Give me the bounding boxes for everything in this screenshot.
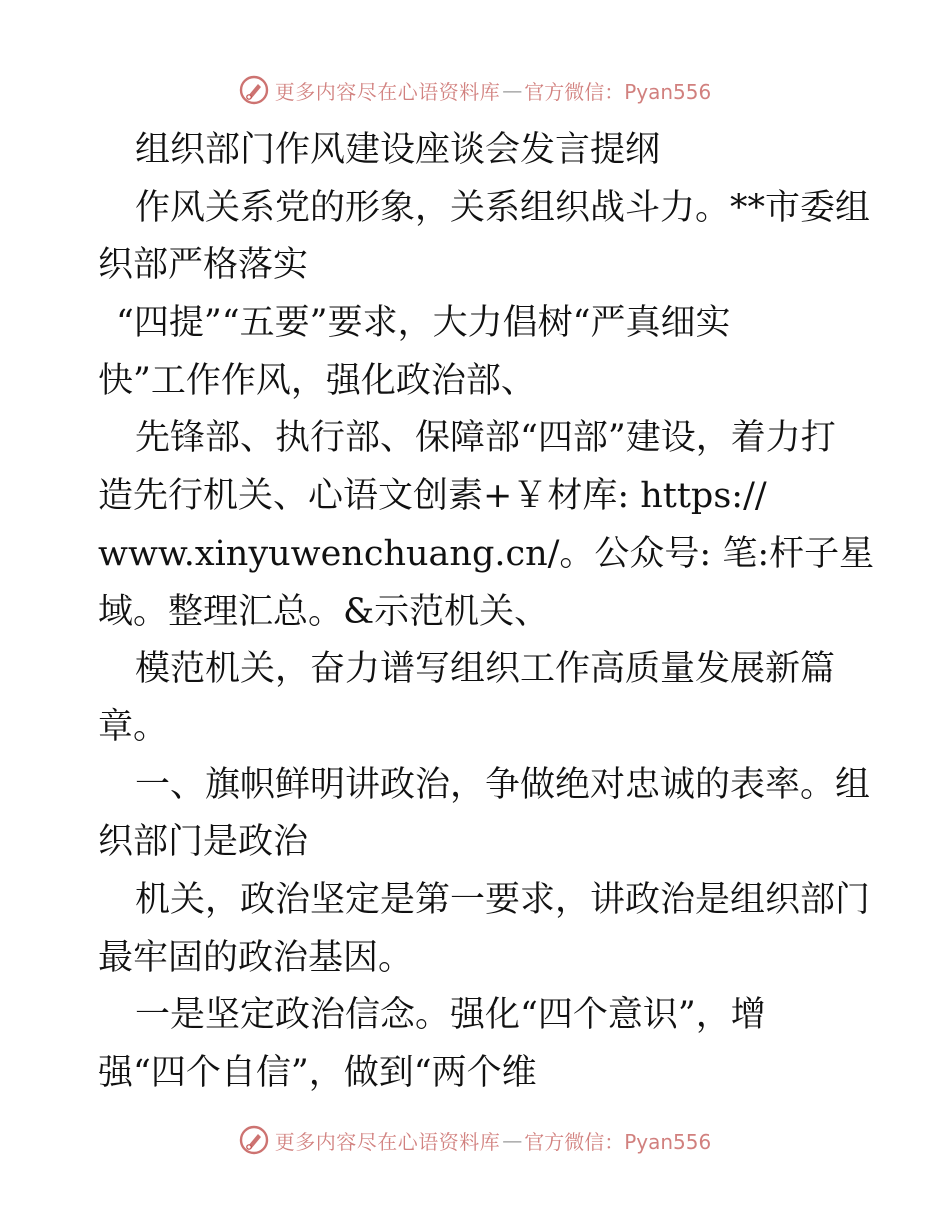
paragraph-line: www.xinyuwenchuang.cn/。公众号: 笔:杆子星 xyxy=(98,533,875,574)
watermark-dash: — xyxy=(502,78,523,102)
watermark-wechat: 官方微信：Pyan556 xyxy=(524,79,712,104)
paragraph-line: 先锋部、执行部、保障部“四部”建设，着力打 xyxy=(135,418,836,459)
paragraph-line: 模范机关，奋力谱写组织工作高质量发展新篇 xyxy=(135,649,836,690)
paragraph-line: 织部门是政治 xyxy=(98,822,309,863)
pen-logo-icon xyxy=(239,75,269,105)
paragraph-line: 造先行机关、心语文创素+￥材库: https:// xyxy=(98,476,767,517)
watermark-text: 更多内容尽在心语资料库 xyxy=(274,79,501,104)
paragraph-line: 章。 xyxy=(98,706,169,747)
paragraph-line: “四提”“五要”要求，大力倡树“严真细实 xyxy=(116,303,731,344)
document-body xyxy=(98,122,875,1103)
paragraph-line: 快”工作作风，强化政治部、 xyxy=(98,360,536,401)
paragraph-line: 域。整理汇总。&示范机关、 xyxy=(98,591,550,632)
pen-logo-icon xyxy=(239,1125,269,1155)
paragraph-line: 强“四个自信”，做到“两个维 xyxy=(98,1053,537,1093)
header-watermark xyxy=(0,70,950,110)
paragraph-line: 一是坚定政治信念。强化“四个意识”，增 xyxy=(135,995,766,1036)
paragraph-line: 机关，政治坚定是第一要求，讲政治是组织部门 xyxy=(135,879,871,920)
paragraph-line: 作风关系党的形象，关系组织战斗力。**市委组 xyxy=(135,187,871,228)
paragraph-line: 最牢固的政治基因。 xyxy=(98,937,414,978)
section-heading-line: 一、旗帜鲜明讲政治，争做绝对忠诚的表率。组 xyxy=(135,764,871,805)
footer-watermark xyxy=(0,1120,950,1160)
watermark-wechat: 官方微信：Pyan556 xyxy=(524,1129,712,1154)
watermark-text: 更多内容尽在心语资料库 xyxy=(274,1129,501,1154)
paragraph-line: 织部严格落实 xyxy=(98,245,309,286)
document-title: 组织部门作风建设座谈会发言提纲 xyxy=(135,130,661,170)
watermark-dash: — xyxy=(502,1128,523,1152)
